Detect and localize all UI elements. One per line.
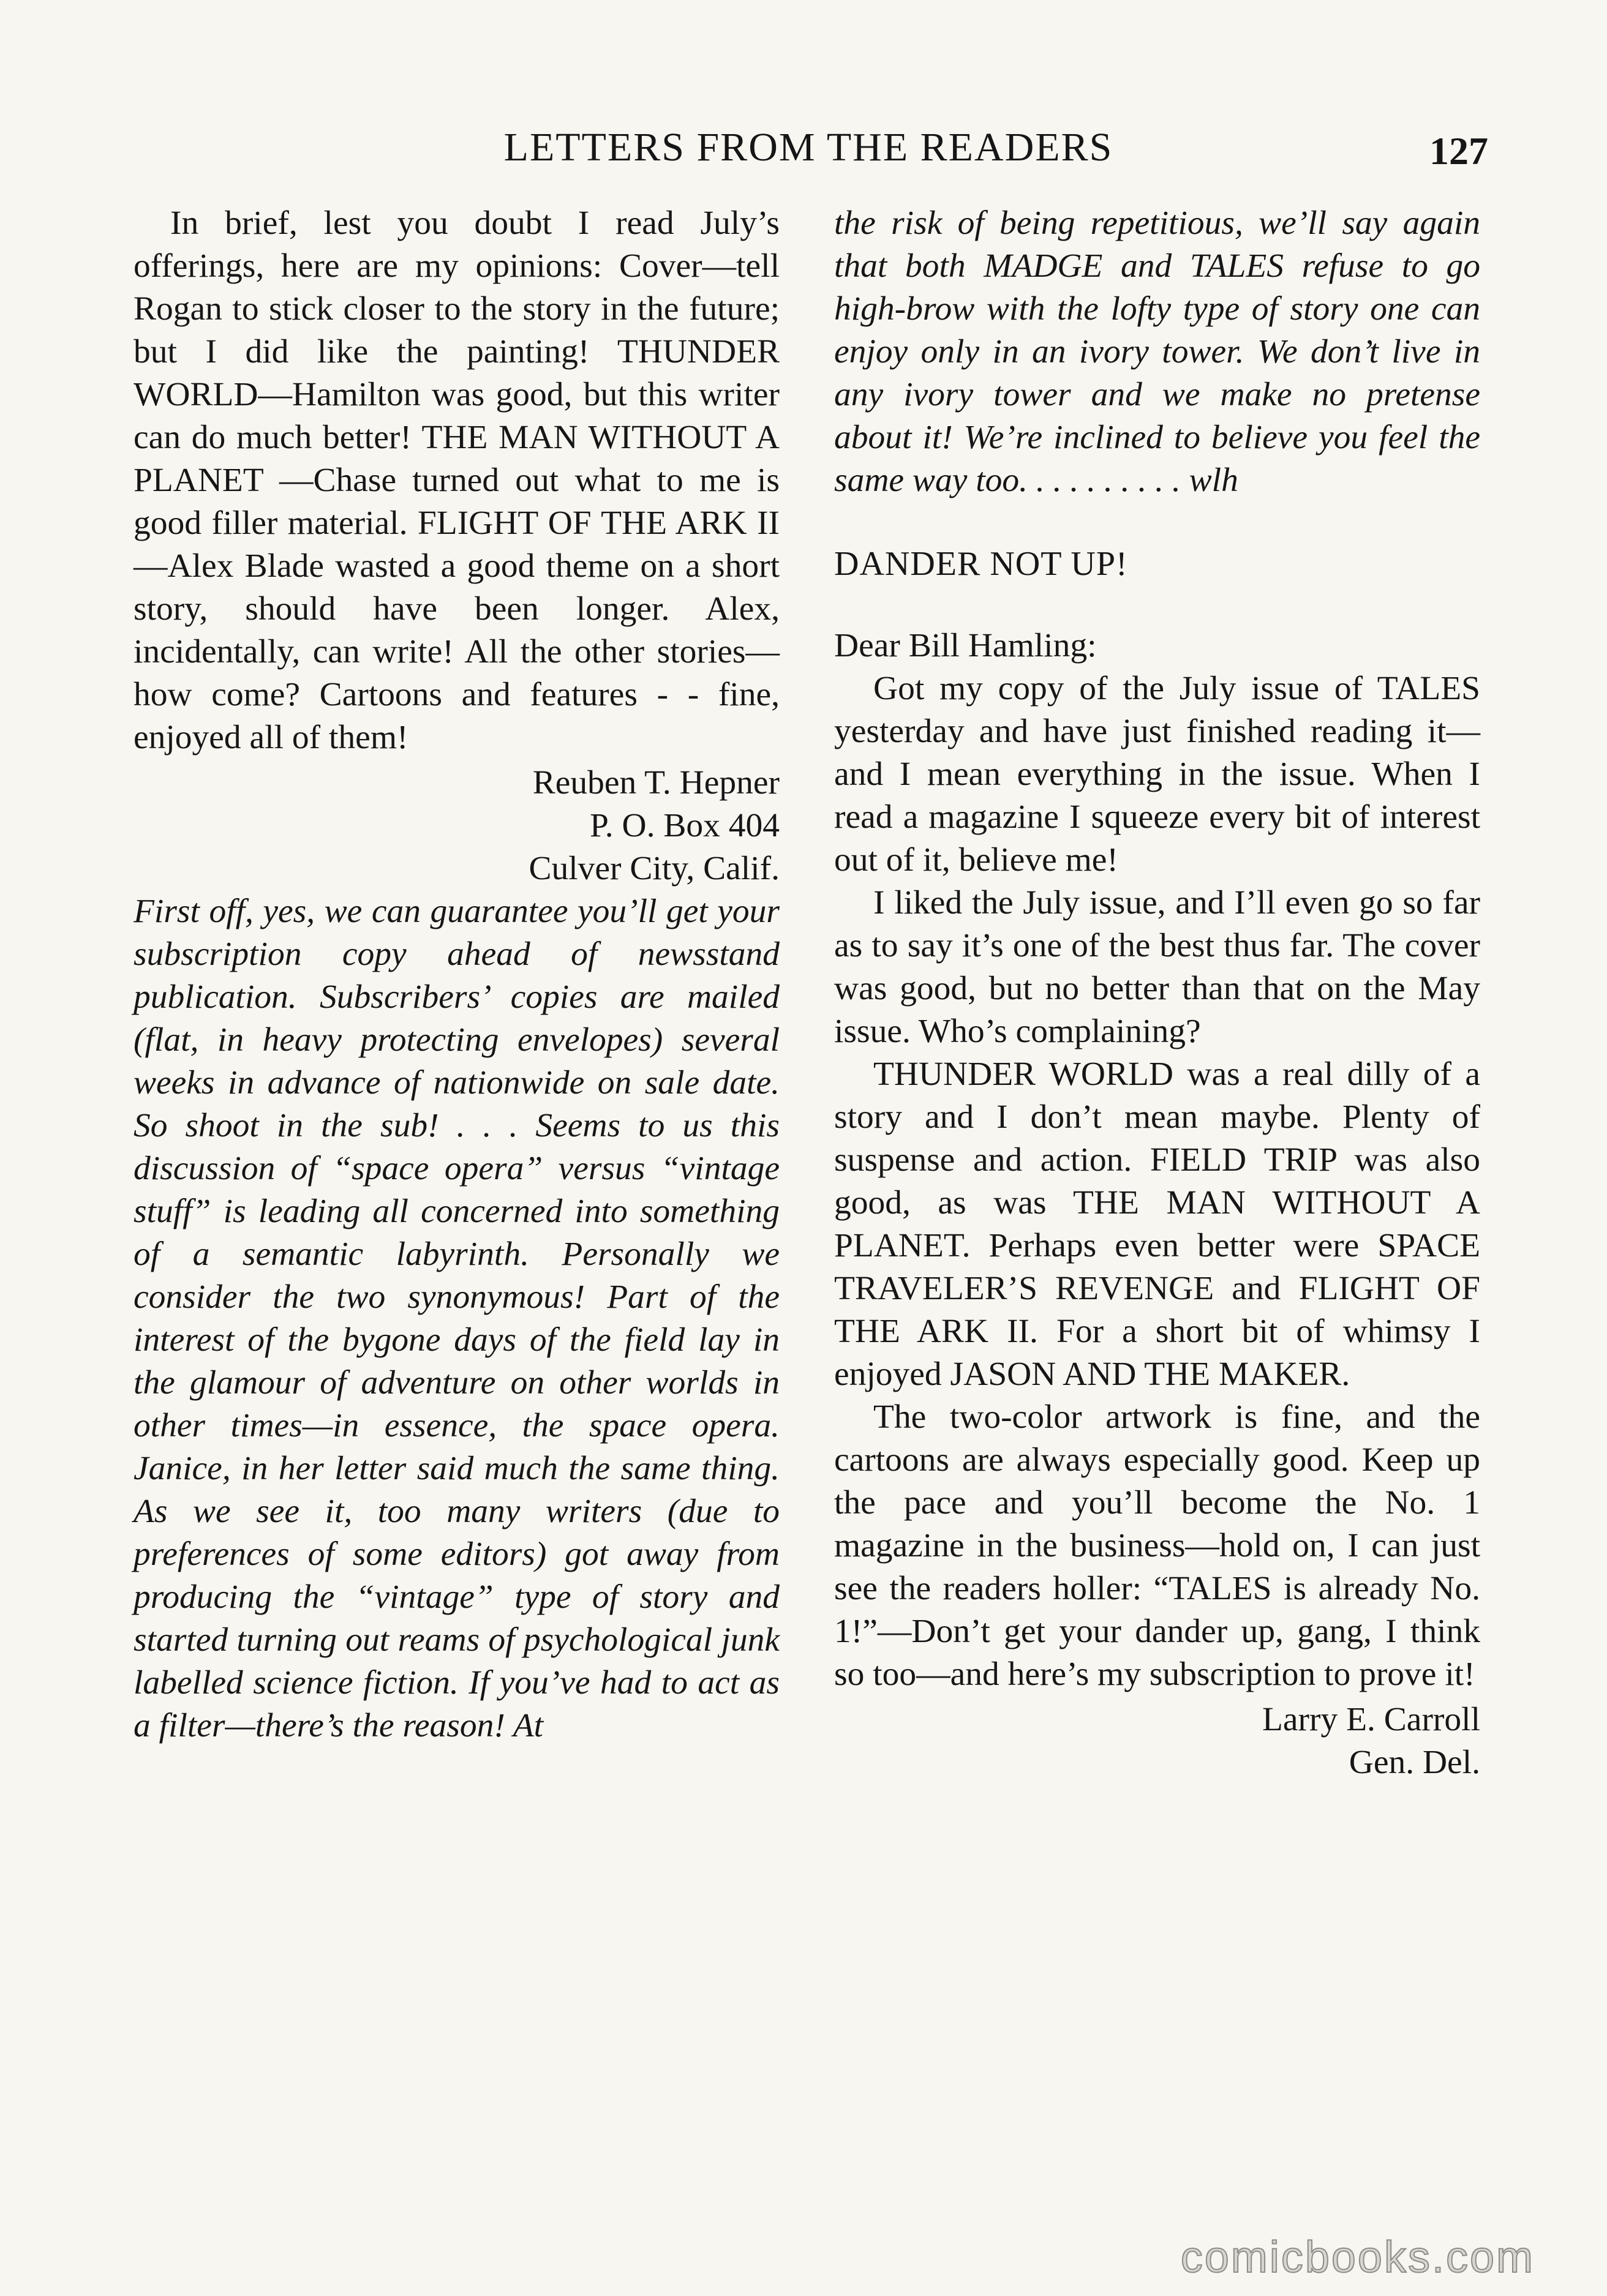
- signature-name: Larry E. Carroll: [1262, 1701, 1480, 1738]
- letter-paragraph: THUNDER WORLD was a real dilly of a story and I don’t mean maybe. Plenty of suspense and action. FIELD TRIP was also good, as was THE MAN WITHOUT A PLANET. Perhaps even better were SPACE TRAVELER’S REVENGE and FLIGHT OF THE ARK II. For a short bit of whimsy I enjoyed JASON AND THE MAKER.: [834, 1056, 1480, 1393]
- letter-paragraph: Got my copy of the July issue of TALES yesterday and have just finished reading it—and I mean everything in the issue. When I read a magazine I squeeze every bit of interest out of it, believe me!: [834, 670, 1480, 879]
- left-column: [134, 202, 780, 1747]
- editor-reply-continuation: the risk of being repetitious, we’ll say again that both MADGE and TALES refuse to go high-brow with the lofty type of story one can enjoy only in an ivory tower. We don’t live in any ivory tower and we make no pretense about it! We’re inclined to believe you feel the same way too. . . . . . . . . . wlh: [834, 204, 1480, 499]
- page-header: [129, 120, 1488, 175]
- page-number: 127: [1429, 129, 1488, 173]
- editor-reply-continued: [834, 202, 1480, 502]
- letter-carroll: [834, 625, 1480, 1784]
- editor-reply: [134, 890, 780, 1747]
- letter-heading: DANDER NOT UP!: [834, 545, 1128, 583]
- letter-paragraph: The two-color artwork is fine, and the cartoons are always especially good. Keep up the pace and you’ll become the No. 1 magazine in the business—hold on, I can just see the readers holler: “TALES is already No. 1!”—Don’t get your dander up, gang, I think so too—and here’s my subscription to prove it!: [834, 1398, 1480, 1693]
- signature-name: Reuben T. Hepner: [532, 764, 780, 801]
- running-head: LETTERS FROM THE READERS: [503, 125, 1113, 170]
- letter-paragraph: In brief, lest you doubt I read July’s offerings, here are my opinions: Cover—tell Rogan to stick closer to the story in the future; but I did like the painting! THUNDER WORLD—Hamilton was good, but this writer can do much better! THE MAN WITHOUT A PLANET —Chase turned out what to me is good filler material. FLIGHT OF THE ARK II—Alex Blade wasted a good theme on a short story, should have been longer. Alex, incidentally, can write! All the other stories—how come? Cartoons and features - - fine, enjoyed all of them!: [134, 204, 780, 756]
- letter-paragraph: I liked the July issue, and I’ll even go so far as to say it’s one of the best thus far. The cover was good, but no better than that on the May issue. Who’s complaining?: [834, 884, 1480, 1050]
- letter-signature: [834, 1698, 1480, 1784]
- right-column: [834, 202, 1480, 1784]
- editor-reply-text: First off, yes, we can guarantee you’ll get your subscription copy ahead of newsstand publication. Subscribers’ copies are mailed (flat, in heavy protecting envelopes) several weeks in advance of nationwide on sale date. So shoot in the sub! . . . Seems to us this discussion of “space opera” versus “vintage stuff” is leading all concerned into something of a semantic labyrinth. Personally we consider the two synonymous! Part of the interest of the bygone days of the field lay in the glamour of adventure on other worlds in other times—in essence, the space opera. Janice, in her letter said much the same thing. As we see it, too many writers (due to preferences of some editors) got away from producing the “vintage” type of story and started turning out reams of psychological junk labelled science fiction. If you’ve had to act as a filter—there’s the reason! At: [134, 893, 780, 1744]
- watermark: comicbooks.com: [1180, 2233, 1535, 2282]
- signature-address-line: Gen. Del.: [1349, 1744, 1480, 1781]
- signature-address-line: P. O. Box 404: [590, 807, 780, 844]
- signature-address-line: Culver City, Calif.: [529, 850, 780, 887]
- letter-hepner: [134, 202, 780, 890]
- letter-salutation: Dear Bill Hamling:: [834, 627, 1097, 664]
- letter-signature: [134, 762, 780, 890]
